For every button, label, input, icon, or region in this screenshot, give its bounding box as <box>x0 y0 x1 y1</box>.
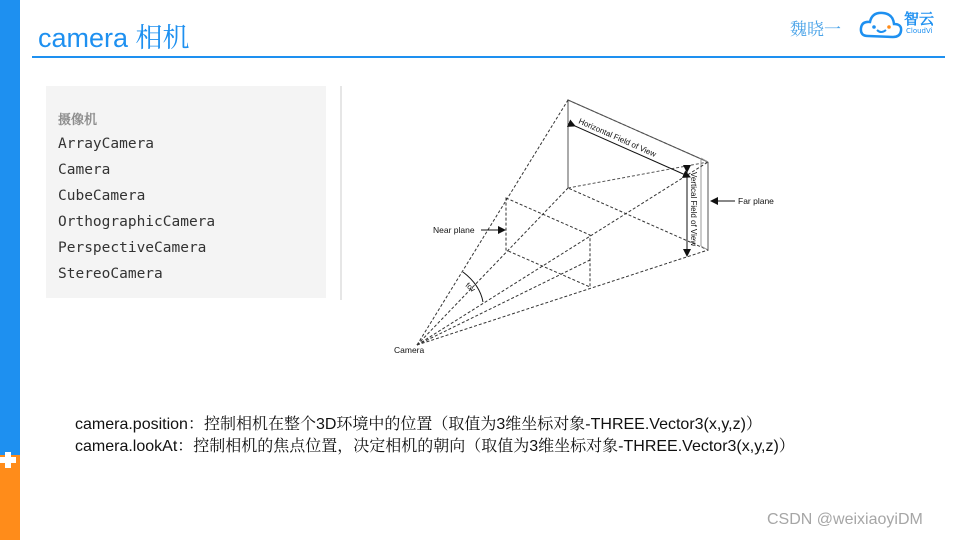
horizontal-fov-arrow <box>575 126 690 177</box>
camera-class-item[interactable]: OrthographicCamera <box>58 214 216 230</box>
position-description: camera.position：控制相机在整个3D环境中的位置（取值为3维坐标对象-THREE.Vector3(x,y,z)） <box>75 416 762 433</box>
side-bar-blue <box>0 0 20 455</box>
camera-class-item[interactable]: PerspectiveCamera <box>58 240 207 256</box>
watermark: CSDN @weixiaoyiDM <box>767 511 923 528</box>
logo-subtext: CloudVi <box>906 27 933 35</box>
plus-icon <box>0 450 20 470</box>
camera-property-description <box>75 414 795 458</box>
camera-class-item[interactable]: StereoCamera <box>58 266 163 282</box>
author-name: 魏晓一 <box>790 20 841 40</box>
far-plane-label: Far plane <box>738 196 774 206</box>
near-plane-label: Near plane <box>433 225 475 235</box>
camera-class-item[interactable]: CubeCamera <box>58 188 146 204</box>
camera-frustum-diagram <box>385 90 785 360</box>
camera-class-item[interactable]: ArrayCamera <box>58 136 155 152</box>
camera-label: Camera <box>394 345 425 355</box>
lookat-description: camera.lookAt：控制相机的焦点位置，决定相机的朝向（取值为3维坐标对象-THREE.Vector3(x,y,z)） <box>75 438 795 455</box>
title-divider <box>32 56 945 58</box>
slide-title: camera 相机 <box>38 23 190 53</box>
near-plane-face <box>506 198 590 287</box>
camera-class-list <box>58 134 215 290</box>
fov-label: fov <box>463 280 478 294</box>
logo-text: 智云 <box>904 10 935 28</box>
far-plane-depth <box>701 158 708 250</box>
vertical-fov-label: Vertical Field of View <box>689 172 698 247</box>
panel-divider <box>340 86 342 300</box>
horizontal-fov-label: Horizontal Field of View <box>577 116 658 159</box>
camera-class-item[interactable]: Camera <box>58 162 111 178</box>
camera-list-heading: 摄像机 <box>58 113 98 128</box>
